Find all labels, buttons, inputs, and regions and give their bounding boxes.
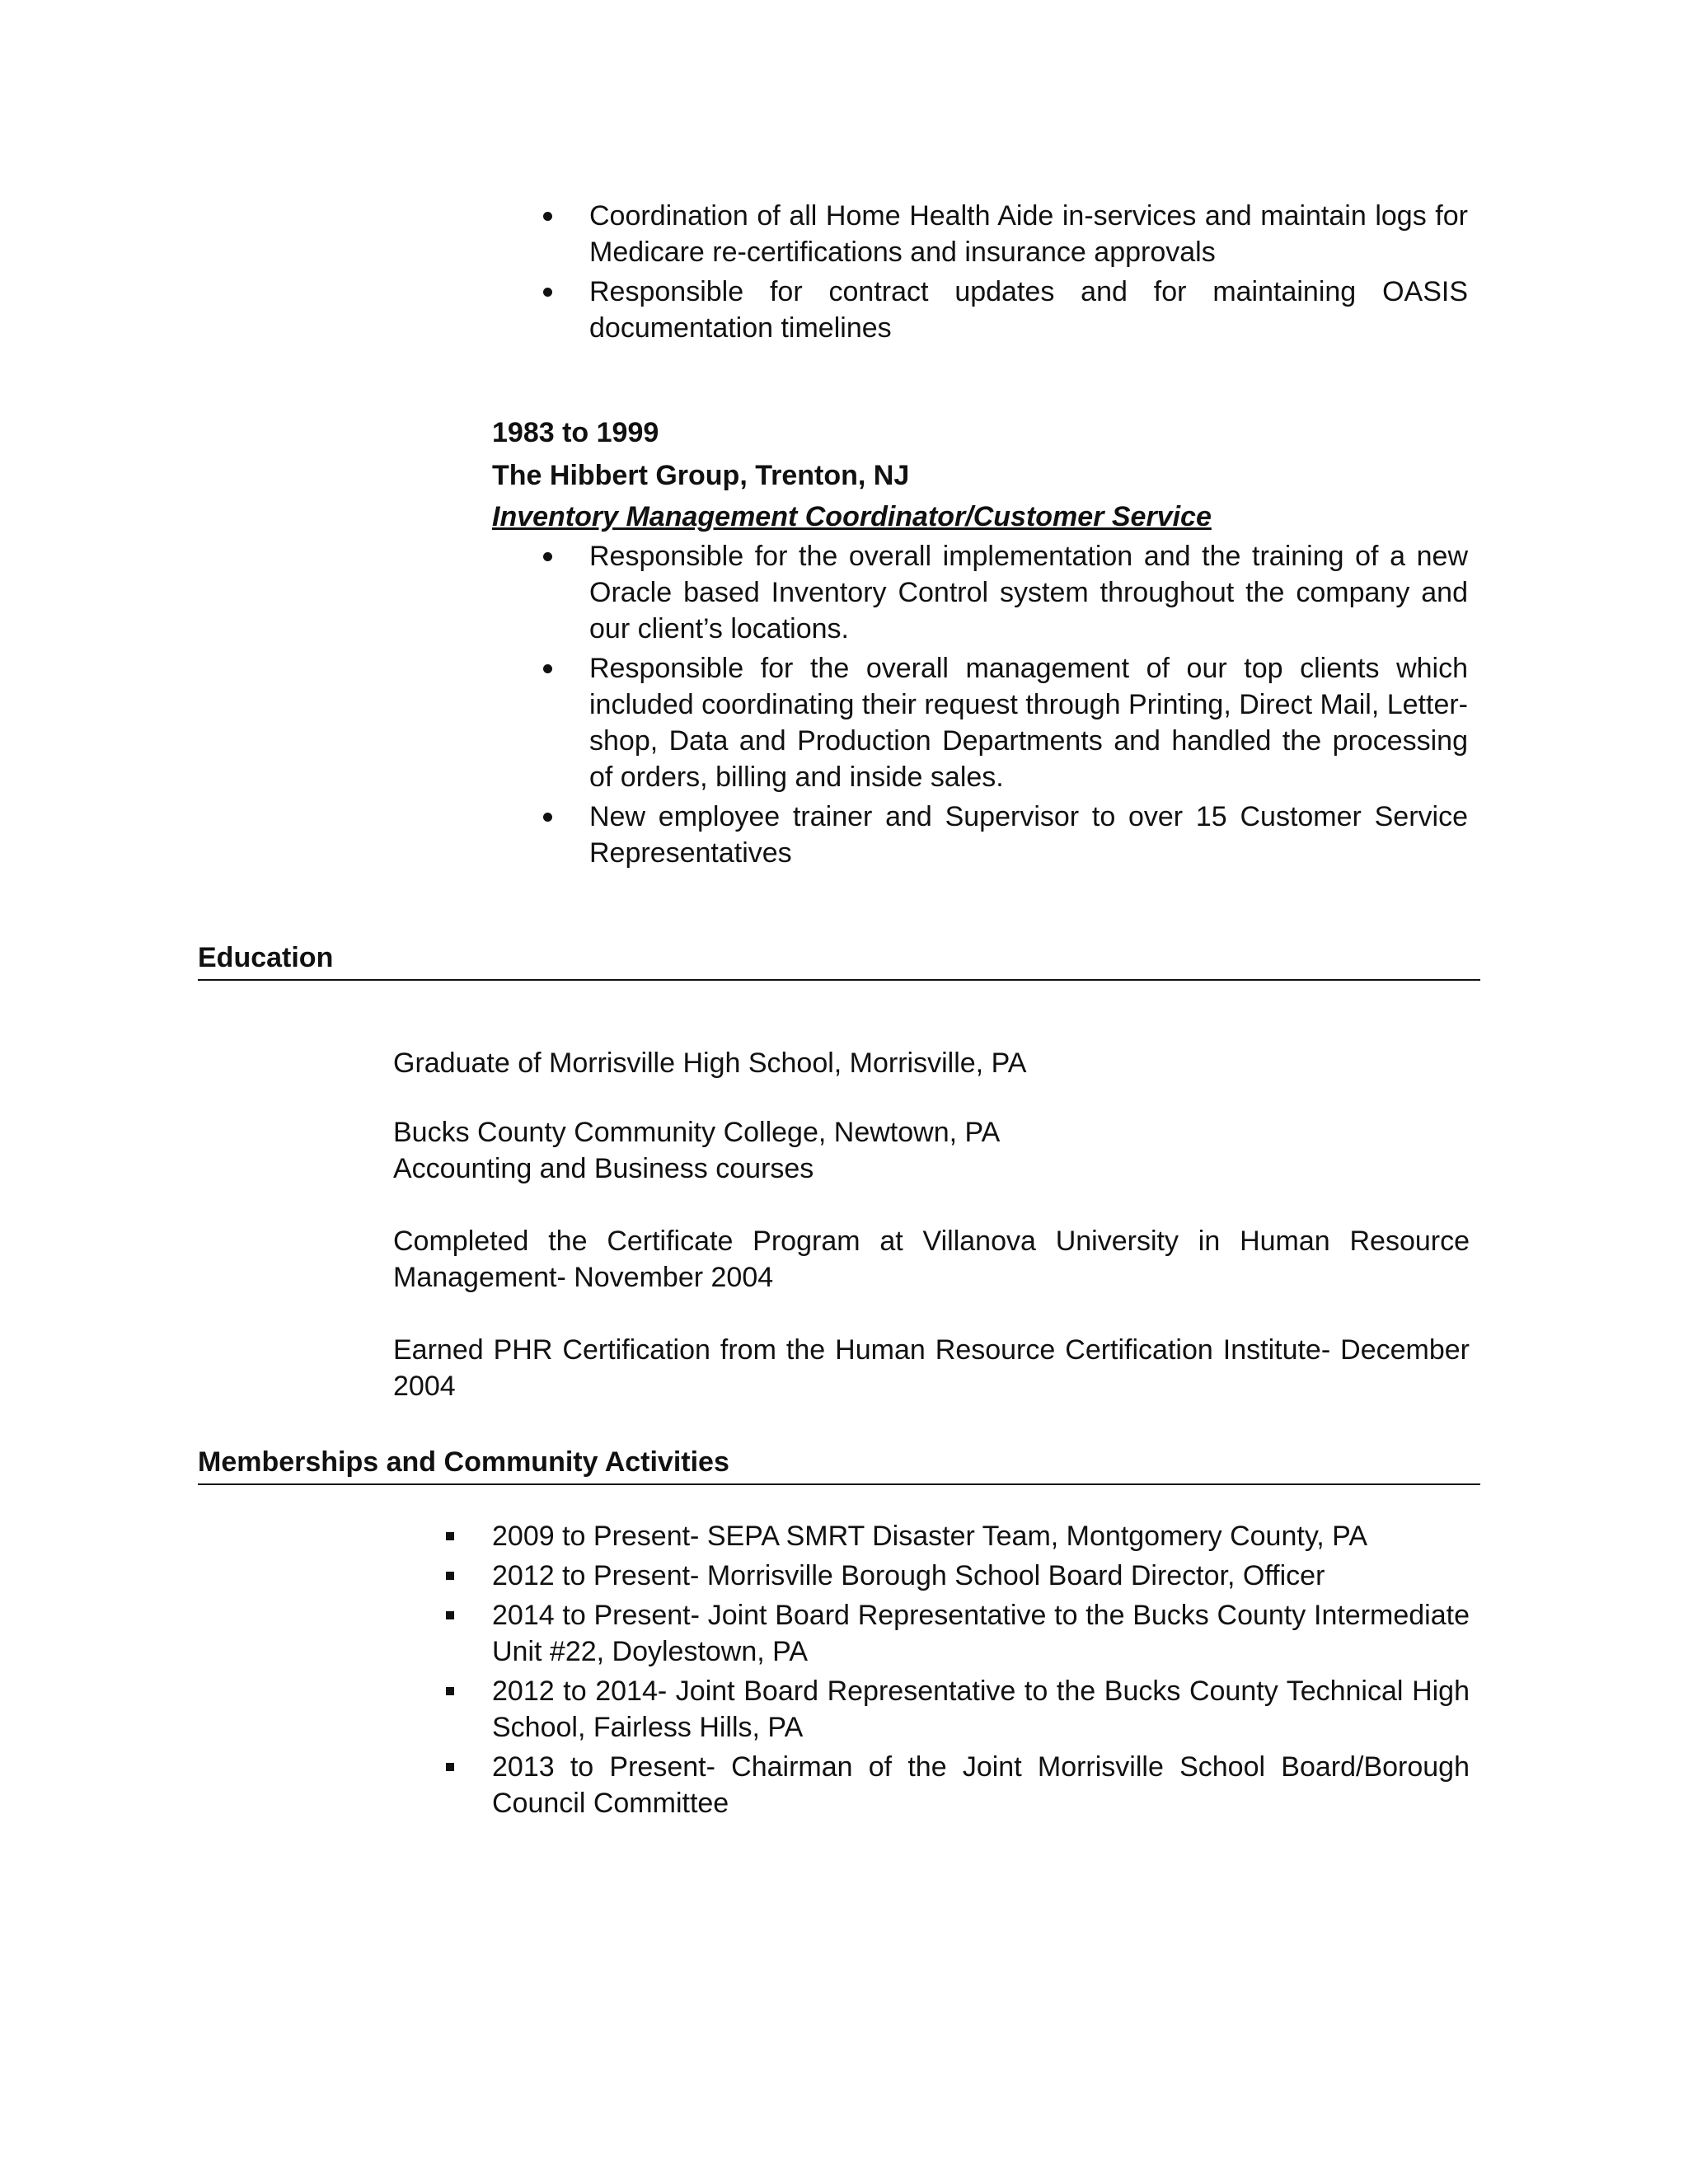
job-bullets (589, 538, 1468, 874)
square-bullet-icon (446, 1532, 454, 1540)
list-item: 2012 to 2014- Joint Board Representative to the Bucks County Technical High School, Fairless Hills, PA (492, 1673, 1470, 1746)
square-bullet-icon (446, 1572, 454, 1580)
education-heading: Education (198, 940, 1480, 981)
memberships-list (492, 1518, 1470, 1825)
list-item: Responsible for the overall implementation and the training of a new Oracle based Inventory Control system throughout the company and our client’s locations. (589, 538, 1468, 647)
square-bullet-icon (446, 1611, 454, 1619)
list-item: New employee trainer and Supervisor to over 15 Customer Service Representatives (589, 799, 1468, 871)
bullet-icon (543, 552, 552, 561)
job-company: The Hibbert Group, Trenton, NJ (492, 460, 910, 491)
bullet-icon (543, 664, 552, 673)
bullet-icon (543, 212, 552, 221)
education-entry: Completed the Certificate Program at Villanova University in Human Resource Management- November 2004 (393, 1226, 1470, 1293)
list-item: 2009 to Present- SEPA SMRT Disaster Team, Montgomery County, PA (492, 1518, 1470, 1554)
square-bullet-icon (446, 1763, 454, 1771)
education-entry: Earned PHR Certification from the Human Resource Certification Institute- December 2004 (393, 1334, 1470, 1402)
education-entry-detail: Accounting and Business courses (393, 1153, 814, 1184)
education-entry: Graduate of Morrisville High School, Morrisville, PA (393, 1047, 1027, 1079)
previous-job-bullets (589, 198, 1468, 349)
job-header (492, 415, 1481, 535)
list-item: Responsible for the overall management of our top clients which included coordinating their request through Printing, Direct Mail, Letter-shop, Data and Production Departments and handled the processing of orders, billing and inside sales. (589, 650, 1468, 795)
education-entry: Bucks County Community College, Newtown, PA (393, 1117, 1001, 1148)
list-item: Responsible for contract updates and for maintaining OASIS documentation timelines (589, 274, 1468, 346)
education-entries (393, 1045, 1470, 1404)
list-item: 2014 to Present- Joint Board Representative to the Bucks County Intermediate Unit #22, Doylestown, PA (492, 1597, 1470, 1670)
list-item: Coordination of all Home Health Aide in-services and maintain logs for Medicare re-certifications and insurance approvals (589, 198, 1468, 270)
bullet-icon (543, 288, 552, 297)
list-item: 2012 to Present- Morrisville Borough School Board Director, Officer (492, 1558, 1470, 1594)
bullet-icon (543, 813, 552, 822)
job-dates: 1983 to 1999 (492, 417, 659, 448)
list-item: 2013 to Present- Chairman of the Joint Morrisville School Board/Borough Council Committee (492, 1749, 1470, 1821)
square-bullet-icon (446, 1687, 454, 1695)
memberships-heading: Memberships and Community Activities (198, 1444, 1480, 1485)
job-title: Inventory Management Coordinator/Customer Service (492, 501, 1212, 532)
